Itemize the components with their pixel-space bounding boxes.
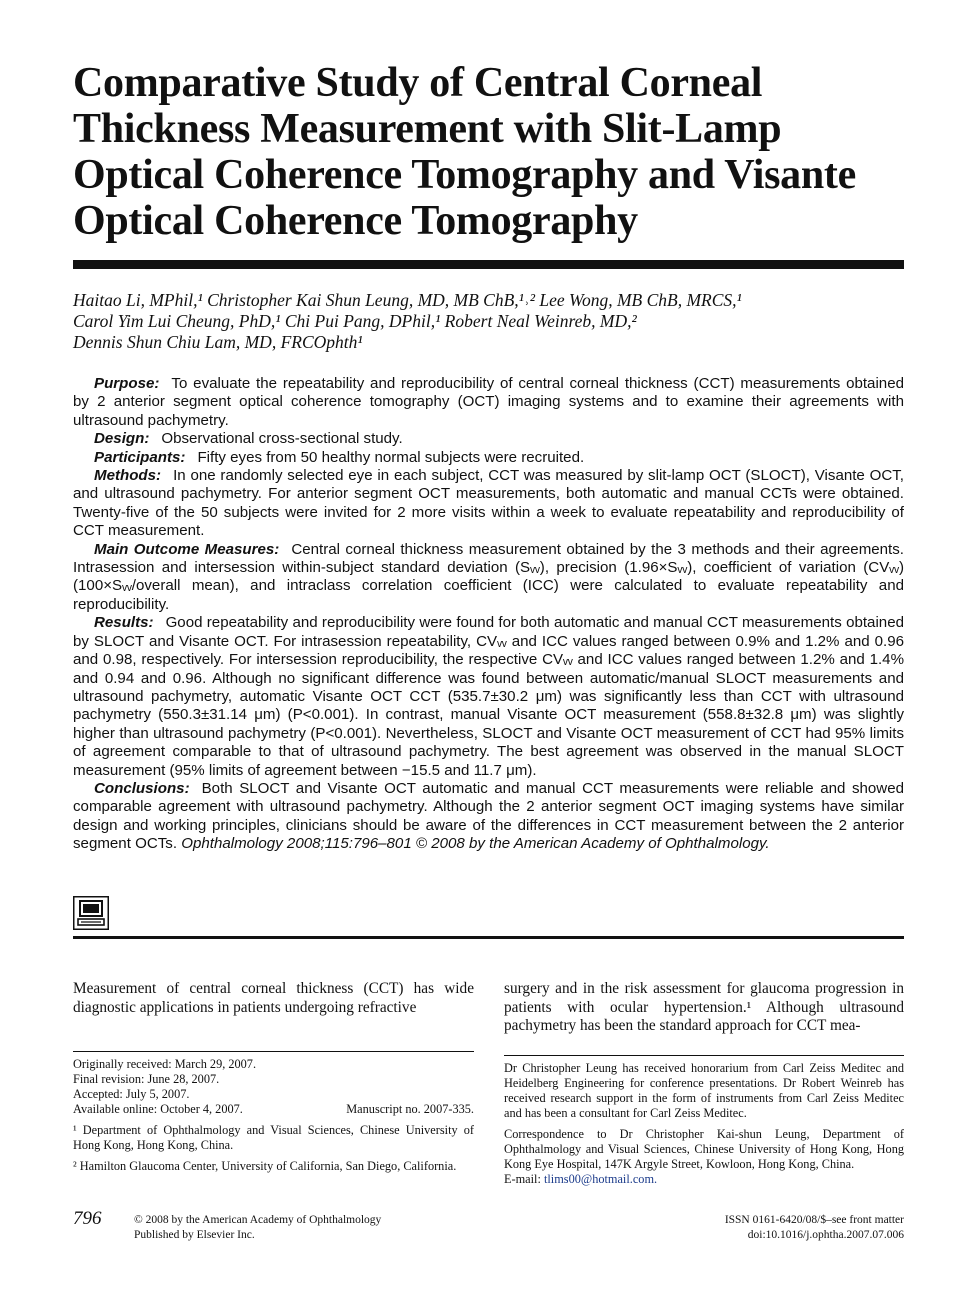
author-line: Haitao Li, MPhil,¹ Christopher Kai Shun Leung, MD, MB ChB,¹˒² Lee Wong, MB ChB, MRCS,¹ [73, 290, 742, 310]
author-line: Carol Yim Lui Cheung, PhD,¹ Chi Pui Pang, DPhil,¹ Robert Neal Weinreb, MD,² [73, 311, 637, 331]
disclosures [504, 1061, 904, 1187]
article-history [73, 1057, 474, 1174]
title-rule [73, 260, 904, 269]
abstract-participants [73, 449, 904, 467]
body-column-right [504, 980, 904, 1036]
section-text: To evaluate the repeatability and reproducibility of central corneal thickness (CCT) measurements obtained by 2 anterior segment optical coherence tomography (OCT) imaging systems and to examine their agreements with ultrasound pachymetry. [73, 375, 904, 429]
email-label: E-mail: [504, 1172, 541, 1186]
publisher-line: Published by Elsevier Inc. [134, 1229, 255, 1241]
correspondence [504, 1127, 904, 1187]
section-label: Main Outcome Measures: [94, 540, 280, 558]
copyright-notice [134, 1213, 381, 1243]
doi-line: doi:10.1016/j.ophtha.2007.07.006 [747, 1229, 904, 1241]
computer-icon [73, 896, 109, 930]
footnote-rule [73, 1051, 474, 1052]
copyright-line: © 2008 by the American Academy of Ophthalmology [134, 1214, 382, 1226]
section-text: Central corneal thickness measurement obtained by the 3 methods and their agreements. Intrasession and intersession within-subject standard deviation (Sᵥᵥ), precision (1.96×Sᵥᵥ), coefficient of variation (CVᵥᵥ) (100×Sᵥᵥ/overall mean), and intraclass correlation coefficient (ICC) were calculated to evaluate repeatability and reproducibility. [73, 540, 904, 613]
section-label: Participants: [94, 448, 186, 466]
accepted-date: Accepted: July 5, 2007. [73, 1087, 190, 1101]
citation: Ophthalmology 2008;115:796–801 © 2008 by the American Academy of Ophthalmology. [181, 835, 770, 853]
body-paragraph: Measurement of central corneal thickness (CCT) has wide diagnostic applications in patients undergoing refractive [73, 980, 474, 1016]
section-text: In one randomly selected eye in each subject, CCT was measured by slit-lamp OCT (SLOCT), Visante OCT, and ultrasound pachymetry. For anterior segment OCT measurements, both automatic and manual CCTs were obtained. Twenty-five of the 50 subjects were invited for 2 more visits within a week to evaluate repeatability and reproducibility of CCT measurement. [73, 467, 904, 540]
body-paragraph: surgery and in the risk assessment for glaucoma progression in patients with ocular hypertension.¹ Although ultrasound pachymetry has been the standard approach for CCT mea- [504, 980, 904, 1035]
abstract-purpose [73, 375, 904, 430]
section-text: Both SLOCT and Visante OCT automatic and manual CCT measurements were reliable and showed comparable agreement with ultrasound pachymetry. Although the 2 anterior segment OCT imaging systems have similar design and working principles, clinicians should be aware of the differences in CCT measurement between the 2 anterior segment OCTs. [73, 779, 904, 853]
affiliation-1: ¹ Department of Ophthalmology and Visual Sciences, Chinese University of Hong Kong, Hong Kong, China. [73, 1123, 474, 1152]
section-label: Methods: [94, 467, 162, 485]
author-list [73, 290, 913, 353]
correspondence-address: Correspondence to Dr Christopher Kai-shun Leung, Department of Ophthalmology and Visual Sciences, Chinese University of Hong Kong, Hong Kong Eye Hospital, 147K Argyle Street, Kowloon, Hong Kong, China. [504, 1127, 904, 1171]
section-label: Conclusions: [94, 779, 190, 797]
received-date: Originally received: March 29, 2007. [73, 1057, 257, 1071]
article-title: Comparative Study of Central Corneal Thickness Measurement with Slit-Lamp Optical Coherence Tomography and Visante Optical Coherence Tomography [73, 60, 856, 244]
body-column-left [73, 980, 474, 1017]
section-label: Purpose: [94, 375, 160, 392]
abstract [73, 375, 904, 854]
author-line: Dennis Shun Chiu Lam, MD, FRCOphth¹ [73, 332, 363, 352]
abstract-rule [73, 936, 904, 939]
page-number: 796 [73, 1208, 102, 1229]
email-link[interactable]: tlims00@hotmail.com. [543, 1172, 658, 1186]
section-text: Observational cross-sectional study. [161, 430, 403, 448]
issn-line: ISSN 0161-6420/08/$–see front matter [724, 1214, 904, 1226]
affiliation-2: ² Hamilton Glaucoma Center, University of California, San Diego, California. [73, 1159, 457, 1173]
revision-date: Final revision: June 28, 2007. [73, 1072, 220, 1086]
footnote-rule [504, 1055, 904, 1056]
abstract-results [73, 614, 904, 780]
abstract-methods [73, 467, 904, 541]
section-text: Good repeatability and reproducibility were found for both automatic and manual CCT measurements obtained by SLOCT and Visante OCT. For intrasession repeatability, CVᵥᵥ and ICC values ranged between 0.9% and 1.2% and 0.96 and 0.98, respectively. For intersession reproducibility, the respective CVᵥᵥ and ICC values ranged between 1.2% and 1.4% and 0.94 and 0.96. Although no significant difference was found between automatic/manual SLOCT measurements and ultrasound pachymetry, automatic Visante OCT CCT (535.7±30.2 μm) was significantly less than CCT with ultrasound pachymetry (550.3±31.14 μm) (P<0.001). In contrast, manual Visante OCT measurement (558.8±32.8 μm) was slightly higher than ultrasound pachymetry (P<0.001). Nevertheless, SLOCT and Visante OCT measurement of CCT had 95% limits of agreement comparable to that of ultrasound pachymetry. The best agreement was observed in the manual SLOCT measurement (95% limits of agreement between −15.5 and 11.7 μm). [73, 614, 904, 779]
abstract-design [73, 430, 904, 448]
section-label: Results: [94, 614, 154, 632]
financial-disclosure: Dr Christopher Leung has received honorarium from Carl Zeiss Meditec and Heidelberg Engineering for conference presentations. Dr Robert Weinreb has received research support in the form of instruments from Carl Zeiss Meditec and has been a consultant for Carl Zeiss Meditec. [504, 1061, 904, 1120]
abstract-outcome [73, 541, 904, 615]
issn-block [725, 1213, 904, 1243]
abstract-conclusions [73, 780, 904, 854]
online-date: Available online: October 4, 2007. [73, 1102, 243, 1116]
manuscript-number: Manuscript no. 2007-335. [346, 1102, 474, 1116]
section-text: Fifty eyes from 50 healthy normal subjects were recruited. [197, 448, 585, 466]
section-label: Design: [94, 430, 150, 448]
